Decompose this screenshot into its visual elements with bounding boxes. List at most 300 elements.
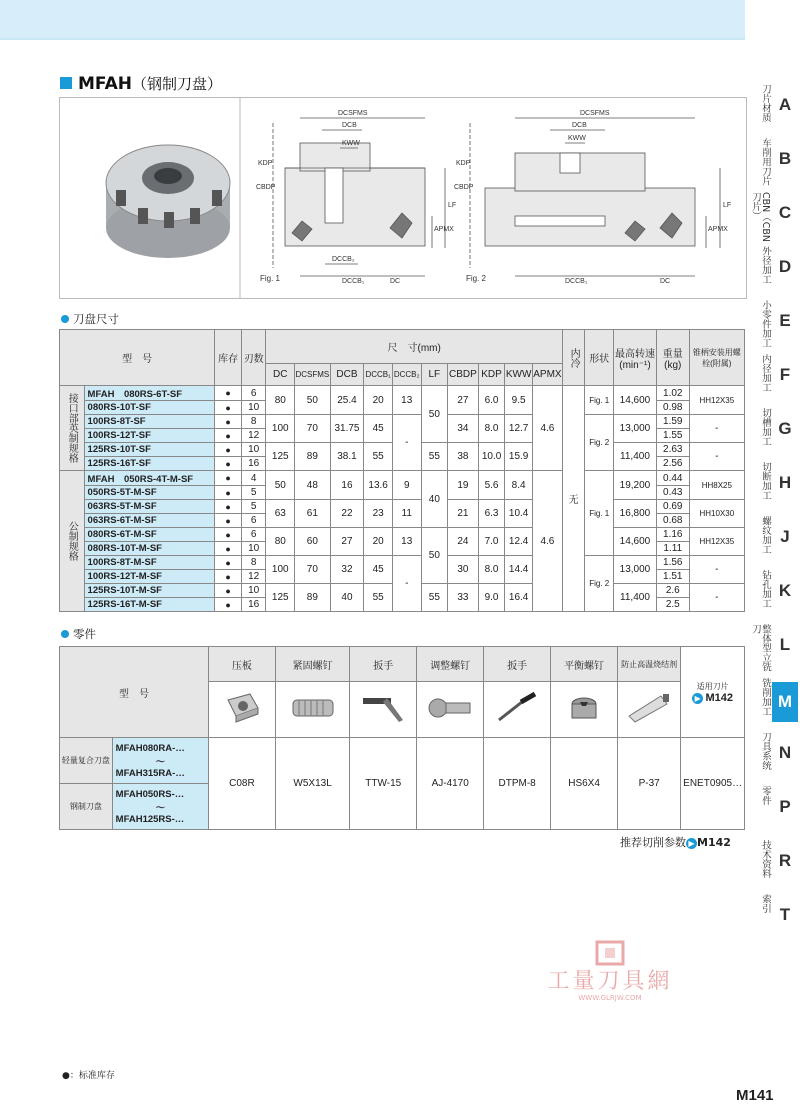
side-tab-label: 切槽加工: [760, 408, 771, 446]
page-number: M141: [736, 1087, 774, 1104]
th-part-0: 压板: [208, 647, 275, 682]
fig2-drawing: [470, 118, 720, 276]
side-tab-label: 车削用刀片: [760, 138, 771, 186]
table-cell: 19,200: [614, 471, 657, 500]
th-dims: 尺 寸(mm): [266, 330, 562, 364]
table-cell: 8.0: [478, 415, 505, 443]
fig2-apmx: APMX: [708, 226, 728, 233]
side-tab-label: 索引: [760, 894, 771, 913]
table-cell: 15.9: [505, 443, 533, 471]
fig2-lf: LF: [723, 202, 732, 209]
side-tab-r[interactable]: [752, 836, 800, 890]
model-code: 100RS-8T-M-SF: [84, 556, 215, 570]
insert-ref-link[interactable]: M142: [705, 691, 733, 704]
table-cell: 60: [295, 528, 331, 556]
side-tab-label: 技术资料: [760, 840, 771, 878]
teeth-count: 6: [241, 514, 266, 528]
side-tab-k[interactable]: [752, 566, 800, 620]
parts-table: [59, 646, 745, 830]
table-cell: HH8X25: [689, 471, 744, 500]
fig1-cbdp: CBDP: [256, 184, 276, 191]
part-val-7: ENET0905…: [681, 738, 745, 830]
table-cell: Fig. 2: [585, 415, 614, 471]
th-shape: 形状: [585, 330, 614, 386]
group-label: 接口部英制规格: [60, 386, 85, 471]
table-cell: 38.1: [330, 443, 364, 471]
side-tab-label: 刀具系统: [760, 732, 771, 770]
table-row: [60, 386, 745, 401]
title-square-icon: [60, 77, 72, 89]
table-cell: -: [689, 584, 744, 612]
stock-dot: ●: [215, 556, 242, 570]
table-cell: 5.6: [478, 471, 505, 500]
side-tab-letter: B: [778, 149, 792, 168]
side-tab-h[interactable]: [752, 458, 800, 512]
coolant-value: 无: [562, 386, 584, 612]
table-cell: 20: [364, 528, 393, 556]
side-tab-label: 铣削加工: [760, 678, 771, 716]
side-tab-letter: N: [778, 743, 792, 762]
table-row: [60, 528, 745, 542]
side-tab-n[interactable]: [752, 728, 800, 782]
table-cell: 13,000: [614, 556, 657, 584]
table-cell: 100: [266, 556, 295, 584]
weight-value: 0.43: [656, 486, 689, 500]
side-tab-letter: P: [779, 797, 791, 816]
table-cell: 8.4: [505, 471, 533, 500]
th-dim-col: CBDP: [448, 364, 479, 386]
stock-dot: ●: [215, 528, 242, 542]
model-code: 100RS-12T-SF: [84, 429, 215, 443]
teeth-count: 12: [241, 429, 266, 443]
side-tab-letter: M: [772, 682, 798, 722]
figure-box: [59, 97, 747, 299]
th-dim-col: DCCB₂: [392, 364, 421, 386]
fig1-kdp: KDP: [258, 160, 273, 167]
side-tab-letter: T: [779, 905, 791, 924]
side-tab-letter: R: [778, 851, 792, 870]
part-val-5: HS6X4: [551, 738, 618, 830]
table-cell: Fig. 1: [585, 471, 614, 556]
parts-group-1: 轻量复合刀盘: [60, 738, 113, 784]
side-tab-m[interactable]: [752, 674, 800, 728]
side-tab-label: CBN（CBN刀片）: [750, 192, 771, 243]
model-code: 080RS-10T-M-SF: [84, 542, 215, 556]
parts-model-2: MFAH050RS-… ～ MFAH125RS-…: [112, 784, 208, 830]
weight-value: 1.55: [656, 429, 689, 443]
model-code: MFAH 050RS-4T-M-SF: [84, 471, 215, 486]
table-cell: 11,400: [614, 584, 657, 612]
stock-dot: ●: [215, 486, 242, 500]
table-cell: HH12X35: [689, 528, 744, 556]
table-cell: 9.5: [505, 386, 533, 415]
dimension-table: [59, 329, 745, 612]
fig1-dc: DC: [390, 278, 401, 285]
table-cell: 6.0: [478, 386, 505, 415]
weight-value: 0.68: [656, 514, 689, 528]
model-code: MFAH 080RS-6T-SF: [84, 386, 215, 401]
side-tab-label: 整体型立铣刀: [750, 624, 771, 672]
adjust-screw-icon: [417, 682, 484, 738]
stock-dot: ●: [215, 386, 242, 401]
table-cell: 50: [266, 471, 295, 500]
side-tab-label: 外径加工: [760, 246, 771, 284]
stock-dot: ●: [215, 570, 242, 584]
side-tab-label: 小零件加工: [760, 300, 771, 348]
fig2-dcb: DCB: [572, 122, 587, 129]
table-cell: 89: [295, 584, 331, 612]
table-cell: 16: [330, 471, 364, 500]
clamp-screw-icon: [275, 682, 349, 738]
th-weight: 重量(kg): [656, 330, 689, 386]
table-cell: Fig. 1: [585, 386, 614, 415]
side-index: [752, 80, 800, 944]
top-banner-line: [0, 38, 745, 40]
teeth-count: 4: [241, 471, 266, 486]
table-cell: 45: [364, 415, 393, 443]
table-cell: 6.3: [478, 500, 505, 528]
side-tab-label: 切断加工: [760, 462, 771, 500]
th-speed: 最高转速(min⁻¹): [614, 330, 657, 386]
wrench-icon: [350, 682, 417, 738]
th-dim-col: APMX: [532, 364, 562, 386]
teeth-count: 10: [241, 443, 266, 457]
side-tab-g[interactable]: [752, 404, 800, 458]
table-cell: 14.4: [505, 556, 533, 584]
th-dim-col: KWW: [505, 364, 533, 386]
fig1-dccb2: DCCB₂: [332, 256, 355, 263]
fig2-cbdp: CBDP: [454, 184, 474, 191]
table-row: [60, 500, 745, 514]
stock-dot: ●: [215, 471, 242, 486]
table-cell: 50: [421, 528, 448, 584]
stock-dot: ●: [215, 514, 242, 528]
table-cell: 80: [266, 386, 295, 415]
fig1-apmx: APMX: [434, 226, 454, 233]
table-cell: 25.4: [330, 386, 364, 415]
teeth-count: 12: [241, 570, 266, 584]
table-cell: 9: [392, 471, 421, 500]
model-code: 080RS-10T-SF: [84, 401, 215, 415]
th-part-1: 紧固螺钉: [275, 647, 349, 682]
table-cell: 14,600: [614, 386, 657, 415]
side-tab-l[interactable]: [752, 620, 800, 674]
stock-dot: ●: [215, 457, 242, 471]
side-tab-letter: J: [780, 527, 790, 546]
anti-seize-tube-icon: [618, 682, 681, 738]
model-code: 050RS-5T-M-SF: [84, 486, 215, 500]
table-cell: -: [392, 415, 421, 471]
table-cell: 32: [330, 556, 364, 584]
table-cell: 34: [448, 415, 479, 443]
group-label: 公制规格: [60, 471, 85, 612]
table-cell: 13,000: [614, 415, 657, 443]
teeth-count: 8: [241, 556, 266, 570]
side-tab-letter: A: [778, 95, 792, 114]
table-cell: 11: [392, 500, 421, 528]
table-cell: 40: [421, 471, 448, 528]
cutting-params-link[interactable]: 推荐切削参数 ▶ M142: [620, 836, 731, 849]
weight-value: 2.5: [656, 598, 689, 612]
side-tab-label: 螺纹加工: [760, 516, 771, 554]
table-cell: 55: [364, 584, 393, 612]
stock-dot: ●: [215, 584, 242, 598]
table-cell: 50: [421, 386, 448, 443]
table-cell: 14,600: [614, 528, 657, 556]
th-dim-col: KDP: [478, 364, 505, 386]
watermark-text: 工量刀具網: [547, 969, 673, 994]
fig2-kww: KWW: [568, 135, 586, 142]
table-cell: 45: [364, 556, 393, 584]
table-cell: 125: [266, 443, 295, 471]
table-cell: 19: [448, 471, 479, 500]
table-cell: -: [689, 556, 744, 584]
cutter-photo-icon: [106, 145, 230, 258]
model-code: 063RS-6T-M-SF: [84, 514, 215, 528]
table-cell: 9.0: [478, 584, 505, 612]
section-parts: 零件: [61, 626, 96, 642]
model-code: 100RS-12T-M-SF: [84, 570, 215, 584]
weight-value: 0.69: [656, 500, 689, 514]
fig1-label: Fig. 1: [260, 274, 281, 283]
part-val-0: C08R: [208, 738, 275, 830]
table-cell: 10.4: [505, 500, 533, 528]
table-cell: 10.0: [478, 443, 505, 471]
top-banner: [0, 0, 745, 38]
table-row: [60, 471, 745, 486]
part-val-1: W5X13L: [275, 738, 349, 830]
th-bolt: 锥柄安装用螺栓(附属): [689, 330, 744, 386]
side-tab-d[interactable]: [752, 242, 800, 296]
model-code: 100RS-8T-SF: [84, 415, 215, 429]
th-dim-col: DCCB₁: [364, 364, 393, 386]
table-cell: 8.0: [478, 556, 505, 584]
table-cell: 24: [448, 528, 479, 556]
part-val-3: AJ-4170: [417, 738, 484, 830]
table-cell: 16,800: [614, 500, 657, 528]
table-cell: 70: [295, 556, 331, 584]
weight-value: 1.59: [656, 415, 689, 429]
table-cell: -: [689, 443, 744, 471]
side-tab-letter: L: [779, 635, 791, 654]
watermark-logo-icon: [595, 940, 625, 966]
teeth-count: 10: [241, 584, 266, 598]
table-cell: 7.0: [478, 528, 505, 556]
table-cell: 55: [364, 443, 393, 471]
clamp-icon: [208, 682, 275, 738]
teeth-count: 10: [241, 542, 266, 556]
fig2-kdp: KDP: [456, 160, 471, 167]
cutter-drawings: [60, 98, 746, 298]
th-part-5: 平衡螺钉: [551, 647, 618, 682]
table-cell: 23: [364, 500, 393, 528]
fig1-dccb1: DCCB₁: [342, 278, 365, 285]
th-dim-col: LF: [421, 364, 448, 386]
th-dim-col: DCSFMS: [295, 364, 331, 386]
fig2-dccb1: DCCB₁: [565, 278, 588, 285]
table-cell: 61: [295, 500, 331, 528]
th-dim-col: DC: [266, 364, 295, 386]
teeth-count: 6: [241, 386, 266, 401]
th-teeth: 刃数: [241, 330, 266, 386]
weight-value: 2.63: [656, 443, 689, 457]
fig2-label: Fig. 2: [466, 274, 487, 283]
fig1-lf: LF: [448, 202, 457, 209]
stock-dot: ●: [215, 415, 242, 429]
stock-legend: ●：标准库存: [62, 1071, 115, 1081]
table-cell: 30: [448, 556, 479, 584]
side-tab-letter: C: [778, 203, 792, 222]
table-cell: 63: [266, 500, 295, 528]
balance-screw-icon: [551, 682, 618, 738]
stock-dot: ●: [215, 598, 242, 612]
table-cell: 40: [330, 584, 364, 612]
table-cell: 55: [421, 443, 448, 471]
teeth-count: 16: [241, 457, 266, 471]
model-code: 125RS-16T-M-SF: [84, 598, 215, 612]
side-tab-c[interactable]: [752, 188, 800, 242]
th-part-4: 扳手: [484, 647, 551, 682]
fig2-dc: DC: [660, 278, 671, 285]
side-tab-e[interactable]: [752, 296, 800, 350]
teeth-count: 6: [241, 528, 266, 542]
side-tab-label: 零件: [760, 786, 771, 805]
table-cell: 13.6: [364, 471, 393, 500]
th-coolant: 内冷: [562, 330, 584, 386]
th-part-2: 扳手: [350, 647, 417, 682]
side-tab-t[interactable]: [752, 890, 800, 944]
weight-value: 2.6: [656, 584, 689, 598]
stock-dot: ●: [215, 542, 242, 556]
part-val-4: DTPM-8: [484, 738, 551, 830]
model-code: 125RS-10T-M-SF: [84, 584, 215, 598]
side-tab-letter: H: [778, 473, 792, 492]
side-tab-label: 钻孔加工: [760, 570, 771, 608]
watermark: [540, 940, 680, 1002]
table-cell: -: [689, 415, 744, 443]
side-tab-letter: K: [778, 581, 792, 600]
table-cell: -: [392, 556, 421, 612]
page-title: MFAH（钢制刀盘）: [60, 73, 222, 94]
part-val-2: TTW-15: [350, 738, 417, 830]
bullet-icon: [61, 315, 69, 323]
teeth-count: 10: [241, 401, 266, 415]
weight-value: 2.56: [656, 457, 689, 471]
table-cell: 4.6: [532, 386, 562, 471]
teeth-count: 5: [241, 500, 266, 514]
side-tab-j[interactable]: [752, 512, 800, 566]
bullet-icon: [61, 630, 69, 638]
table-cell: 22: [330, 500, 364, 528]
stock-dot: ●: [215, 429, 242, 443]
fig1-kww: KWW: [342, 140, 360, 147]
table-cell: 125: [266, 584, 295, 612]
side-tab-a[interactable]: [752, 80, 800, 134]
side-tab-letter: G: [778, 419, 792, 438]
table-cell: 50: [295, 386, 331, 415]
arrow-right-icon: ▶: [686, 838, 697, 849]
watermark-url: WWW.GLRJW.COM: [578, 994, 642, 1002]
teeth-count: 16: [241, 598, 266, 612]
table-cell: 13: [392, 528, 421, 556]
table-cell: 13: [392, 386, 421, 415]
weight-value: 1.51: [656, 570, 689, 584]
teeth-count: 5: [241, 486, 266, 500]
weight-value: 1.56: [656, 556, 689, 570]
th-insert: 适用刀片 ▶ M142: [681, 647, 745, 738]
table-cell: 12.4: [505, 528, 533, 556]
side-tab-p[interactable]: [752, 782, 800, 836]
side-tab-label: 内径加工: [760, 354, 771, 392]
table-cell: 16.4: [505, 584, 533, 612]
parts-group-2: 钢制刀盘: [60, 784, 113, 830]
weight-value: 0.44: [656, 471, 689, 486]
side-tab-label: 刀片材质: [760, 84, 771, 122]
table-cell: HH12X35: [689, 386, 744, 415]
table-row: [60, 415, 745, 429]
stock-dot: ●: [215, 401, 242, 415]
table-cell: 33: [448, 584, 479, 612]
th-parts-model: 型 号: [60, 647, 209, 738]
table-cell: 80: [266, 528, 295, 556]
section-dimensions: 刀盘尺寸: [61, 311, 119, 327]
side-tab-b[interactable]: [752, 134, 800, 188]
model-code: 125RS-16T-SF: [84, 457, 215, 471]
side-tab-letter: F: [779, 365, 791, 384]
weight-value: 1.16: [656, 528, 689, 542]
model-code: 125RS-10T-SF: [84, 443, 215, 457]
teeth-count: 8: [241, 415, 266, 429]
stock-dot: ●: [215, 500, 242, 514]
table-cell: 21: [448, 500, 479, 528]
table-cell: 4.6: [532, 471, 562, 612]
table-cell: 100: [266, 415, 295, 443]
table-row: [60, 556, 745, 570]
table-cell: 31.75: [330, 415, 364, 443]
table-cell: 11,400: [614, 443, 657, 471]
th-part-6: 防止高温烧结剂: [618, 647, 681, 682]
fig2-dcsfms: DCSFMS: [580, 110, 610, 117]
fig1-dcb: DCB: [342, 122, 357, 129]
arrow-right-icon: ▶: [692, 693, 703, 704]
table-cell: 27: [330, 528, 364, 556]
model-code: 080RS-6T-M-SF: [84, 528, 215, 542]
table-cell: 55: [421, 584, 448, 612]
side-tab-f[interactable]: [752, 350, 800, 404]
table-cell: 38: [448, 443, 479, 471]
fig1-dcsfms: DCSFMS: [338, 110, 368, 117]
weight-value: 0.98: [656, 401, 689, 415]
screwdriver-icon: [484, 682, 551, 738]
table-cell: 70: [295, 415, 331, 443]
part-val-6: P-37: [618, 738, 681, 830]
table-cell: 12.7: [505, 415, 533, 443]
table-cell: 48: [295, 471, 331, 500]
table-cell: 27: [448, 386, 479, 415]
stock-dot: ●: [215, 443, 242, 457]
parts-model-1: MFAH080RA-… ～ MFAH315RA-…: [112, 738, 208, 784]
th-part-3: 调整螺钉: [417, 647, 484, 682]
side-tab-letter: E: [779, 311, 791, 330]
model-code: 063RS-5T-M-SF: [84, 500, 215, 514]
weight-value: 1.02: [656, 386, 689, 401]
table-cell: 89: [295, 443, 331, 471]
table-cell: 20: [364, 386, 393, 415]
th-model: 型 号: [60, 330, 215, 386]
table-cell: Fig. 2: [585, 556, 614, 612]
table-cell: HH10X30: [689, 500, 744, 528]
th-dim-col: DCB: [330, 364, 364, 386]
